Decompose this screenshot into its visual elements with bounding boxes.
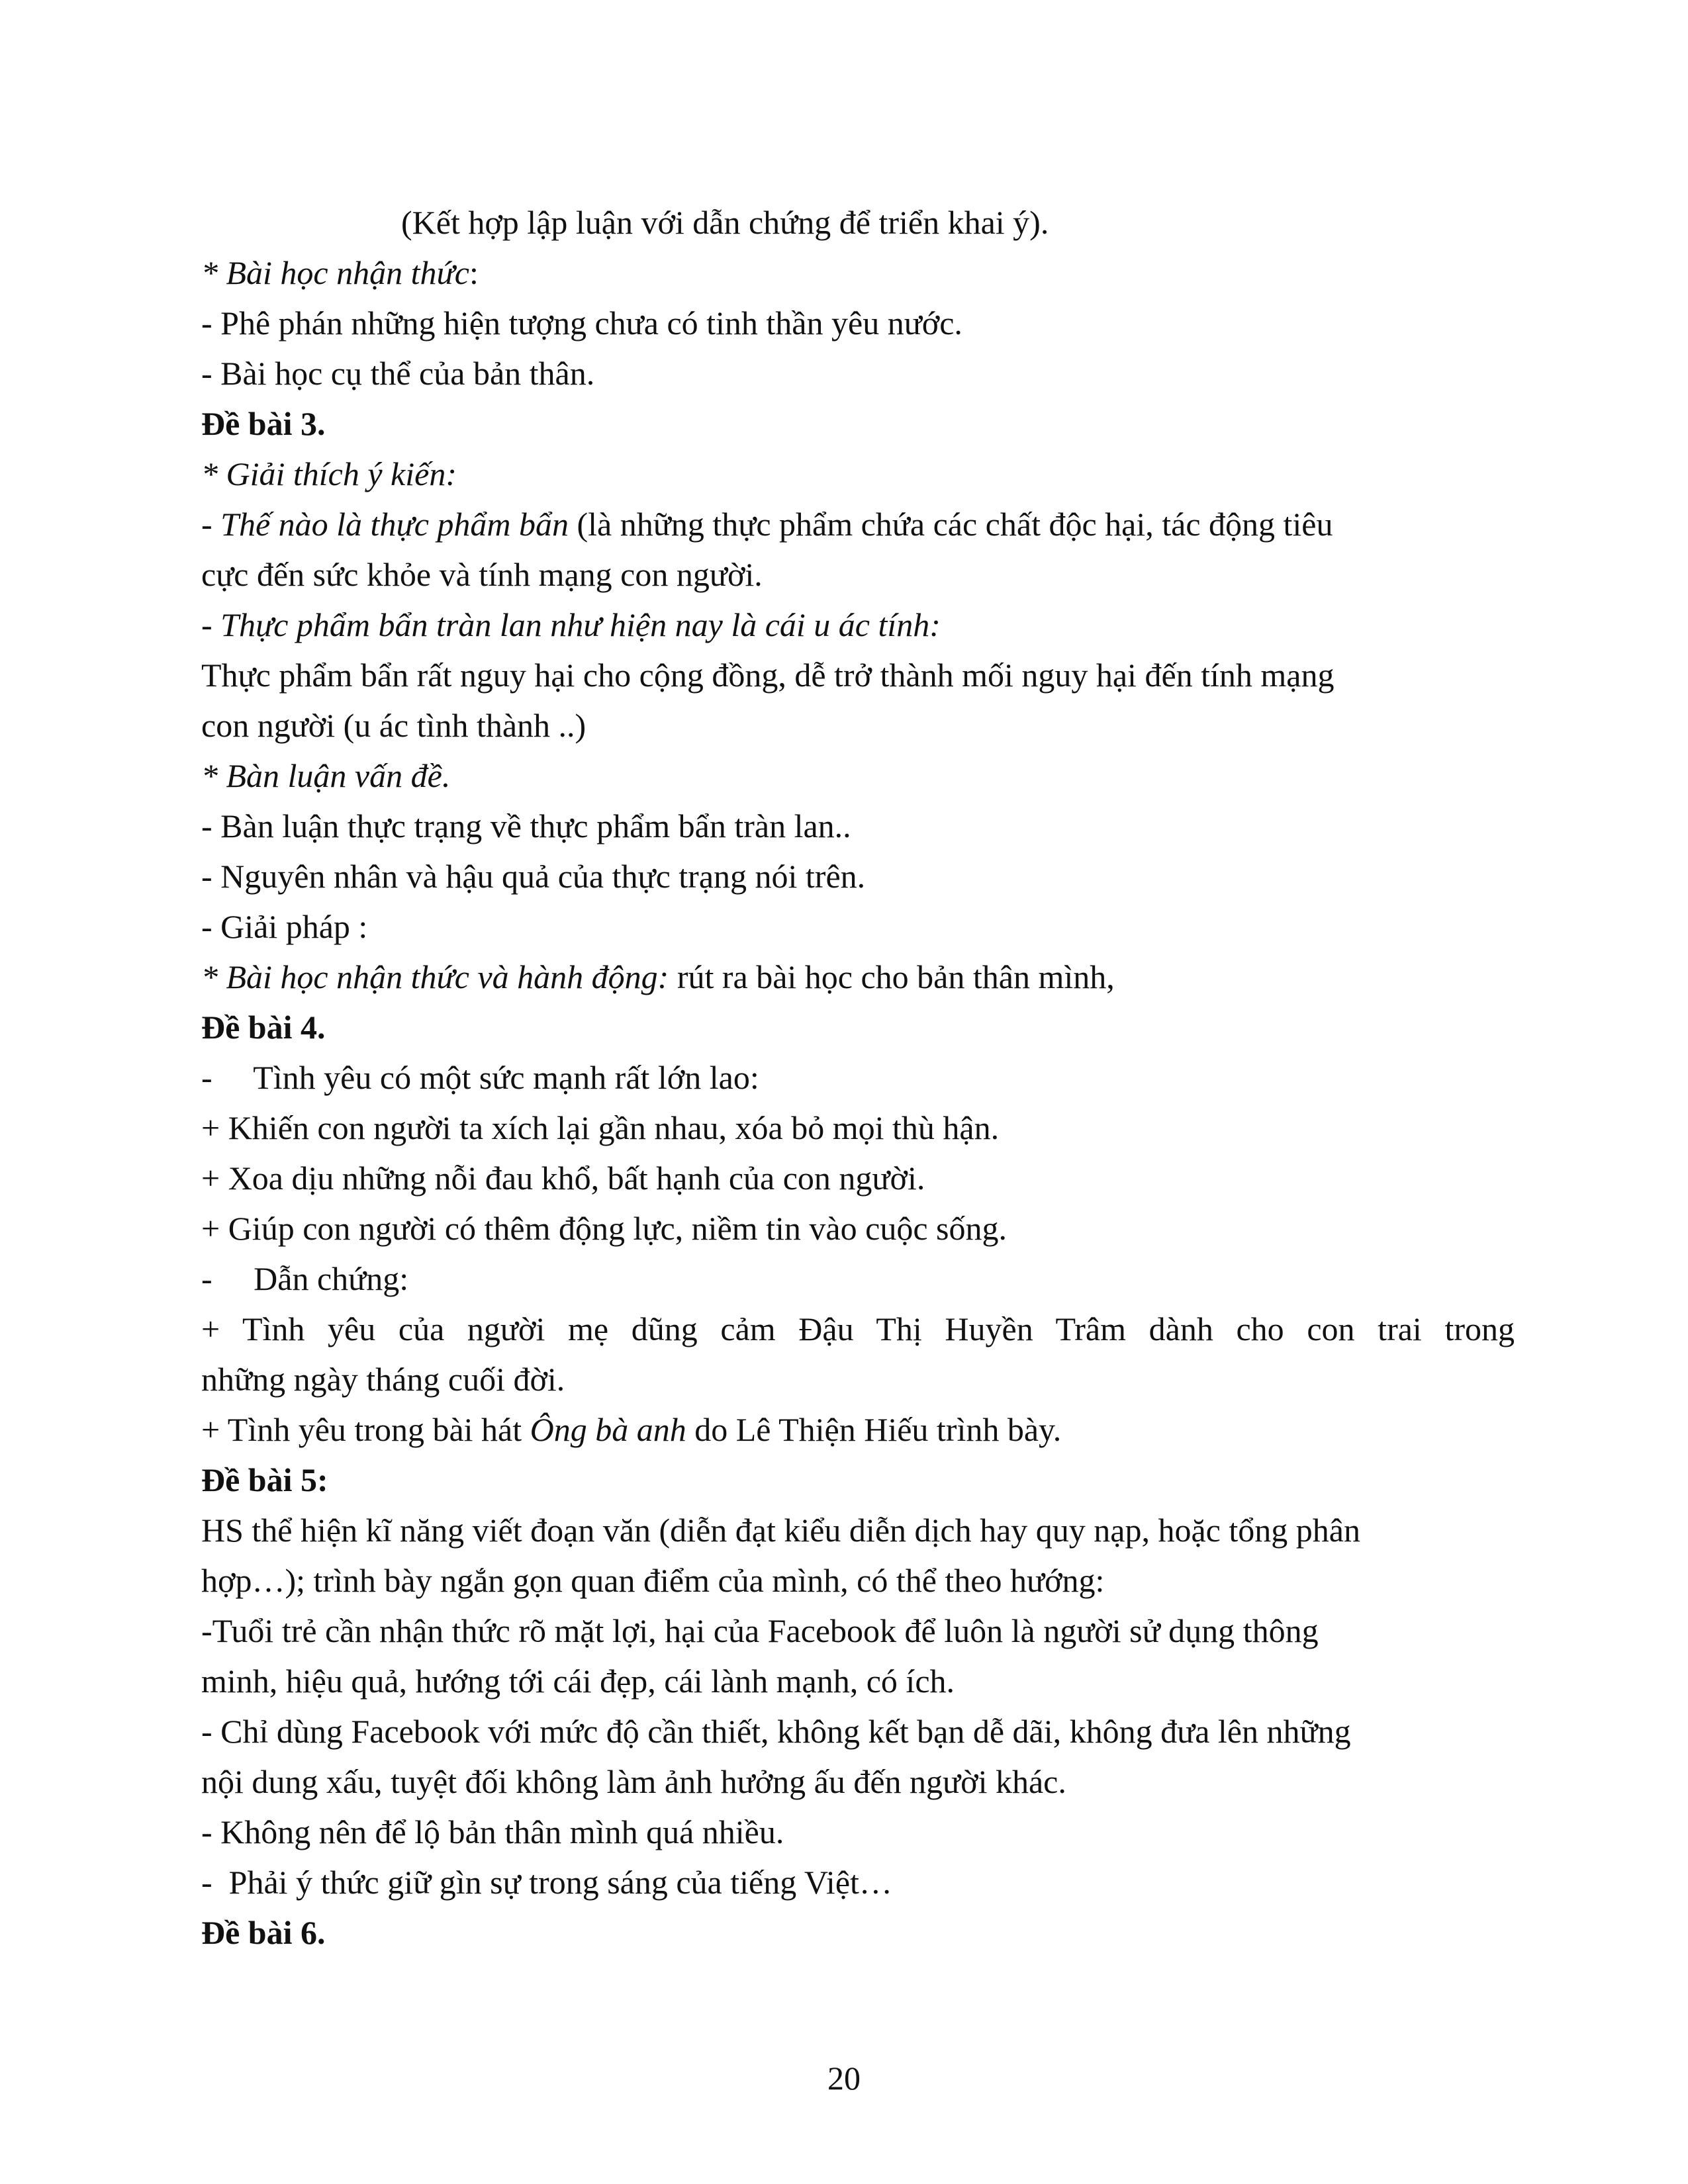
text-span: do Lê Thiện Hiếu trình bày. [686, 1411, 1062, 1448]
text-line: - Bài học cụ thể của bản thân. [201, 355, 595, 392]
text-line: nội dung xấu, tuyệt đối không làm ảnh hưởng ấu đến người khác. [201, 1763, 1066, 1800]
text-span: + Tình yêu trong bài hát [201, 1411, 530, 1448]
text-span: : [469, 254, 479, 291]
text-span: rút ra bài học cho bản thân mình, [669, 958, 1115, 995]
text-span: * Bài học nhận thức [201, 254, 469, 291]
text-line: - Bàn luận thực trạng về thực phẩm bẩn tràn lan.. [201, 807, 851, 844]
section-heading: Đề bài 6. [201, 1914, 326, 1951]
text-line: - Thực phẩm bẩn tràn lan như hiện nay là cái u ác tính: [201, 606, 941, 643]
section-heading: Đề bài 5: [201, 1461, 328, 1498]
text-line: - Chỉ dùng Facebook với mức độ cần thiết, không kết bạn dễ dãi, không đưa lên những [201, 1713, 1351, 1750]
text-line: -Tuổi trẻ cần nhận thức rõ mặt lợi, hại của Facebook để luôn là người sử dụng thông [201, 1612, 1319, 1649]
text-line: - Tình yêu có một sức mạnh rất lớn lao: [201, 1059, 759, 1096]
text-line: - Phê phán những hiện tượng chưa có tinh thần yêu nước. [201, 304, 962, 341]
text-line: con người (u ác tình thành ..) [201, 707, 586, 744]
text-line: - Nguyên nhân và hậu quả của thực trạng nói trên. [201, 858, 866, 895]
text-line [201, 1404, 1515, 1455]
page-content [201, 197, 1515, 1958]
text-span: - [201, 506, 221, 543]
text-line [201, 248, 1515, 298]
text-line: những ngày tháng cuối đời. [201, 1361, 565, 1398]
text-line: + Xoa dịu những nỗi đau khổ, bất hạnh của con người. [201, 1160, 925, 1197]
text-line: - Dẫn chứng: [201, 1260, 409, 1297]
text-line: - Phải ý thức giữ gìn sự trong sáng của tiếng Việt… [201, 1864, 892, 1901]
section-heading: Đề bài 3. [201, 405, 326, 442]
text-line: cực đến sức khỏe và tính mạng con người. [201, 556, 763, 593]
text-line [201, 952, 1515, 1002]
text-span: (là những thực phẩm chứa các chất độc hại, tác động tiêu [569, 506, 1333, 543]
text-span: Thế nào là thực phẩm bẩn [220, 506, 569, 543]
text-line: HS thể hiện kĩ năng viết đoạn văn (diễn đạt kiểu diễn dịch hay quy nạp, hoặc tổng phân [201, 1512, 1360, 1549]
text-line: * Giải thích ý kiến: [201, 455, 457, 492]
text-line: - Không nên để lộ bản thân mình quá nhiều. [201, 1813, 784, 1850]
text-line: - Giải pháp : [201, 908, 368, 945]
text-line: * Bàn luận vấn đề. [201, 757, 451, 794]
text-line: + Tình yêu của người mẹ dũng cảm Đậu Thị Huyền Trâm dành cho con trai trong [201, 1310, 1515, 1347]
text-line: + Khiến con người ta xích lại gần nhau, xóa bỏ mọi thù hận. [201, 1109, 1000, 1146]
song-title: Ông bà anh [530, 1411, 686, 1448]
text-line: (Kết hợp lập luận với dẫn chứng để triển khai ý). [401, 204, 1049, 241]
text-line: Thực phẩm bẩn rất nguy hại cho cộng đồng, dễ trở thành mối nguy hại đến tính mạng [201, 657, 1335, 694]
page-number: 20 [827, 2060, 861, 2097]
section-heading: Đề bài 4. [201, 1009, 326, 1046]
text-line: minh, hiệu quả, hướng tới cái đẹp, cái lành mạnh, có ích. [201, 1662, 955, 1700]
text-line: + Giúp con người có thêm động lực, niềm tin vào cuộc sống. [201, 1210, 1007, 1247]
text-line [201, 499, 1515, 549]
text-span: * Bài học nhận thức và hành động: [201, 958, 669, 995]
text-line: hợp…); trình bày ngắn gọn quan điểm của mình, có thể theo hướng: [201, 1562, 1105, 1599]
